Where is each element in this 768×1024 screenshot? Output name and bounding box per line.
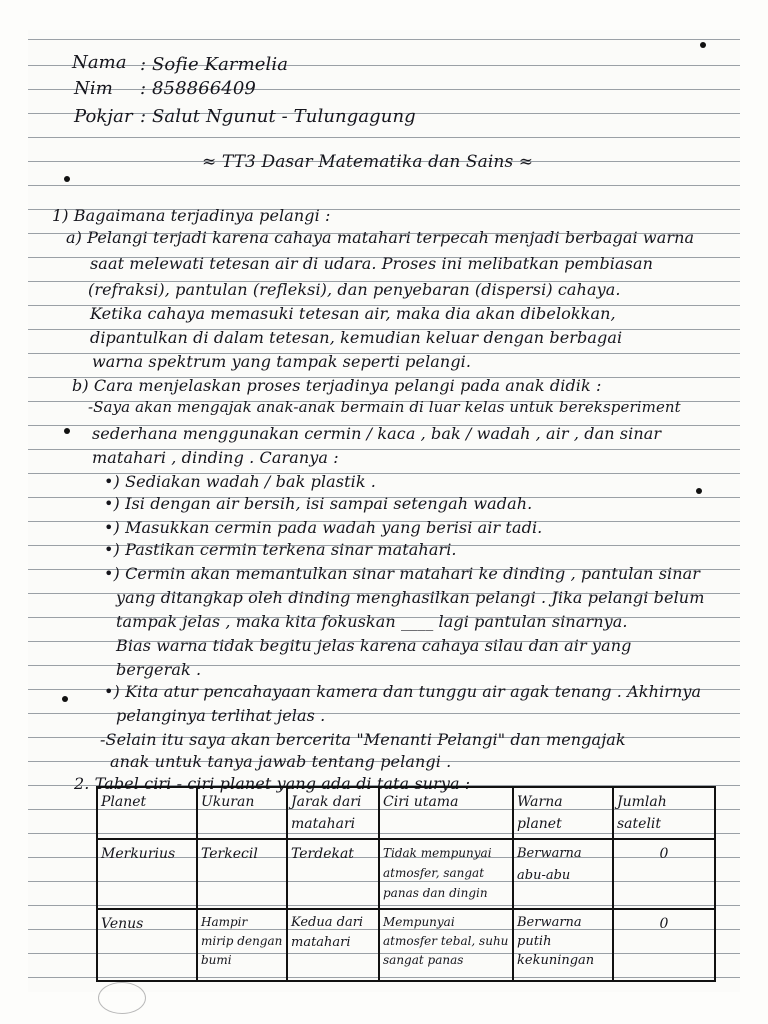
question-1: 1) Bagaimana terjadinya pelangi : <box>52 206 331 225</box>
margin-dot <box>64 428 70 434</box>
stamp-mark <box>98 982 146 1014</box>
table-header: Jumlah satelit <box>613 787 715 839</box>
page-title: ≈ TT3 Dasar Matematika dan Sains ≈ <box>202 152 534 172</box>
pokjar-value: : Salut Ngunut - Tulungagung <box>140 106 416 127</box>
margin-dot <box>696 488 702 494</box>
step-item: tampak jelas , maka kita fokuskan ____ lagi pantulan sinarnya. <box>116 612 628 631</box>
table-cell: Venus <box>97 909 197 981</box>
step-item: Bias warna tidak begitu jelas karena cahaya silau dan air yang <box>116 636 632 655</box>
step-item: •) Kita atur pencahayaan kamera dan tunggu air agak tenang . Akhirnya <box>104 682 702 701</box>
table-cell: Mempunyai atmosfer tebal, suhu sangat panas <box>379 909 513 981</box>
step-item: •) Masukkan cermin pada wadah yang berisi air tadi. <box>104 518 543 537</box>
table-header-row <box>97 787 715 839</box>
step-item: •) Isi dengan air bersih, isi sampai setengah wadah. <box>104 494 533 513</box>
table-cell: 0 <box>613 839 715 909</box>
question-2: 2. Tabel ciri - ciri planet yang ada di tata surya : <box>74 774 471 793</box>
table-header: Planet <box>97 787 197 839</box>
answer-line: warna spektrum yang tampak seperti pelangi. <box>92 352 472 371</box>
margin-dot <box>64 176 70 182</box>
table-cell: Tidak mempunyai atmosfer, sangat panas dan dingin <box>379 839 513 909</box>
answer-line: -Saya akan mengajak anak-anak bermain di luar kelas untuk bereksperiment <box>88 398 681 416</box>
nim-value: : 858866409 <box>140 78 256 99</box>
question-1b: b) Cara menjelaskan proses terjadinya pelangi pada anak didik : <box>72 376 602 395</box>
nama-label: Nama <box>72 52 127 73</box>
pokjar-label: Pokjar <box>74 106 133 127</box>
table-cell: Kedua dari matahari <box>287 909 379 981</box>
answer-line: a) Pelangi terjadi karena cahaya matahari terpecah menjadi berbagai warna <box>66 228 695 247</box>
margin-dot <box>700 42 706 48</box>
table-header: Ciri utama <box>379 787 513 839</box>
answer-line: -Selain itu saya akan bercerita "Menanti Pelangi" dan mengajak <box>100 730 626 749</box>
step-item: •) Cermin akan memantulkan sinar matahari ke dinding , pantulan sinar <box>104 564 701 583</box>
answer-line: matahari , dinding . Caranya : <box>92 448 339 467</box>
table-cell: Berwarna putih kekuningan <box>513 909 613 981</box>
answer-line: saat melewati tetesan air di udara. Proses ini melibatkan pembiasan <box>90 254 654 273</box>
step-item: •) Sediakan wadah / bak plastik . <box>104 472 376 491</box>
table-cell: Terkecil <box>197 839 287 909</box>
table-header: Warna planet <box>513 787 613 839</box>
table-cell: Hampir mirip dengan bumi <box>197 909 287 981</box>
answer-line: sederhana menggunakan cermin / kaca , bak / wadah , air , dan sinar <box>92 424 662 443</box>
table-cell: Berwarna abu-abu <box>513 839 613 909</box>
table-row <box>97 839 715 909</box>
margin-dot <box>62 696 68 702</box>
step-item: yang ditangkap oleh dinding menghasilkan pelangi . Jika pelangi belum <box>116 588 705 607</box>
step-item: bergerak . <box>116 660 202 679</box>
table-row <box>97 909 715 981</box>
table-cell: Merkurius <box>97 839 197 909</box>
step-item: •) Pastikan cermin terkena sinar matahari. <box>104 540 457 559</box>
table-header: Jarak dari matahari <box>287 787 379 839</box>
planet-table <box>96 786 716 982</box>
answer-line: (refraksi), pantulan (refleksi), dan penyebaran (dispersi) cahaya. <box>88 280 621 299</box>
table-cell: Terdekat <box>287 839 379 909</box>
table-cell: 0 <box>613 909 715 981</box>
step-item: pelanginya terlihat jelas . <box>116 706 326 725</box>
answer-line: Ketika cahaya memasuki tetesan air, maka dia akan dibelokkan, <box>90 304 616 323</box>
answer-line: anak untuk tanya jawab tentang pelangi . <box>110 752 452 771</box>
nama-value: : Sofie Karmelia <box>140 54 289 75</box>
answer-line: dipantulkan di dalam tetesan, kemudian keluar dengan berbagai <box>90 328 623 347</box>
table-header: Ukuran <box>197 787 287 839</box>
nim-label: Nim <box>74 78 113 99</box>
